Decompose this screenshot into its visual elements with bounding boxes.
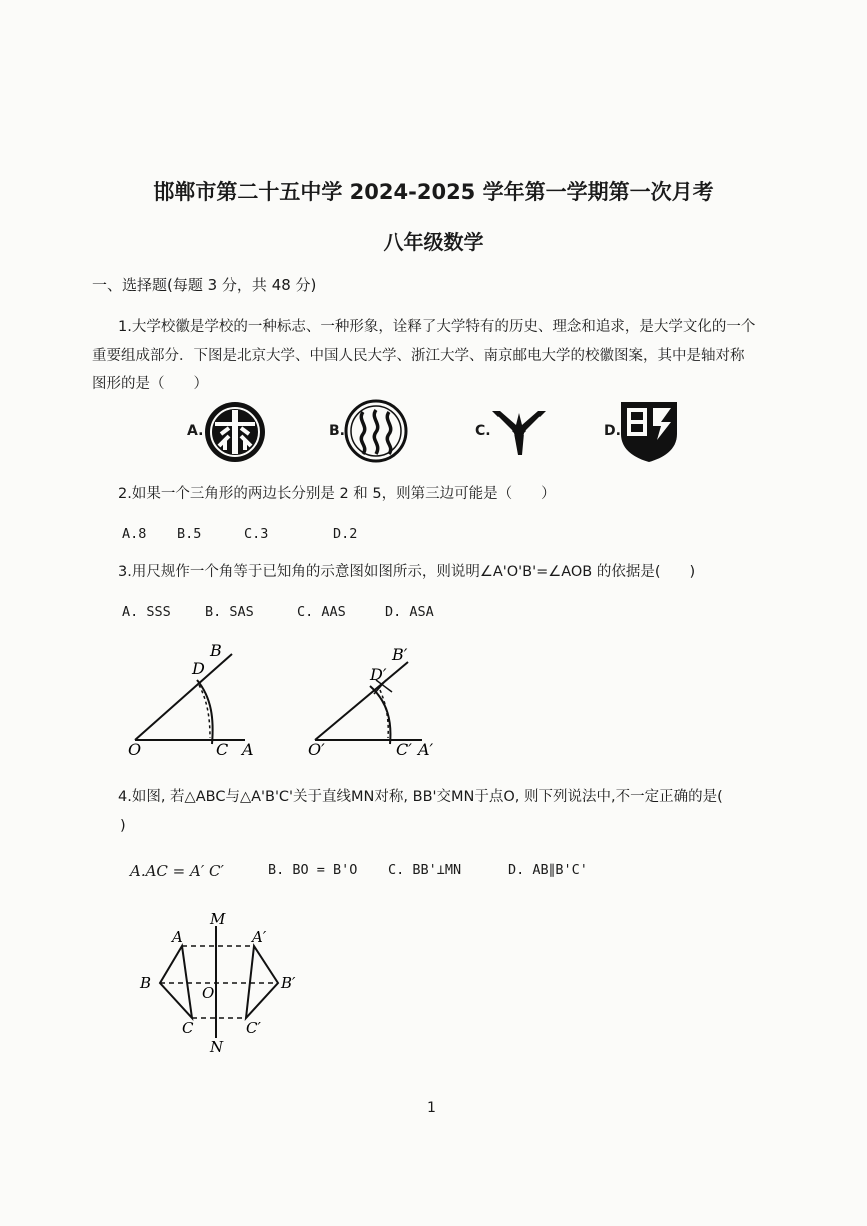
peking-university-emblem-icon <box>203 400 267 464</box>
label-c-prime: C′ <box>396 740 412 759</box>
renmin-university-emblem-icon <box>343 398 409 464</box>
segment-c2d2-dashed <box>380 690 388 738</box>
label-o: O <box>128 740 142 759</box>
label-a-prime: A′ <box>252 928 267 946</box>
q1-text-line3: 图形的是（ ） <box>92 376 208 392</box>
label-b: B <box>140 974 152 992</box>
label-o: O <box>202 984 215 1002</box>
label-b-prime: B′ <box>392 645 408 664</box>
page-number: 1 <box>427 1100 436 1116</box>
q2-text: 2.如果一个三角形的两边长分别是 2 和 5，则第三边可能是（ ） <box>118 486 556 502</box>
label-m: M <box>210 910 226 928</box>
exam-subtitle: 八年级数学 <box>383 230 484 254</box>
q4-text-line1: 4.如图, 若△ABC与△A'B'C'关于直线MN对称, BB'交MN于点O, 则下列说法中,不一定正确的是( <box>118 789 723 805</box>
triangle-a-prime-b-prime-c-prime <box>246 946 278 1018</box>
q2-option-c: C.3 <box>244 526 269 542</box>
q3-option-b: B. SAS <box>205 604 254 620</box>
q1-option-c-label: C. <box>475 423 491 439</box>
q3-option-a: A. SSS <box>122 604 171 620</box>
label-d: D <box>192 659 205 678</box>
section-heading-multiple-choice: 一、选择题(每题 3 分，共 48 分) <box>92 276 317 294</box>
exam-title: 邯郸市第二十五中学 2024-2025 学年第一学期第一次月考 <box>153 180 714 204</box>
q4-option-b: B. BO = B'O <box>268 862 358 878</box>
label-n: N <box>210 1038 224 1056</box>
label-a: A <box>172 928 183 946</box>
q1-text-line2: 重要组成部分．下图是北京大学、中国人民大学、浙江大学、南京邮电大学的校徽图案，其中是轴对称 <box>92 348 745 364</box>
q1-text-line1: 1.大学校徽是学校的一种标志、一种形象，诠释了大学特有的历史、理念和追求，是大学文化的一个 <box>118 319 756 335</box>
q4-option-c: C. BB'⊥MN <box>388 862 462 878</box>
label-c: C <box>182 1019 194 1037</box>
label-b: B <box>210 641 222 660</box>
q3-figure-constructed-angle <box>300 640 450 760</box>
label-c: C <box>216 740 229 759</box>
q4-text-line2: ) <box>120 818 126 834</box>
arc-cd <box>197 680 213 744</box>
q3-figure-original-angle <box>120 640 270 760</box>
ray-ob <box>135 654 232 740</box>
q1-option-b-label: B. <box>329 423 345 439</box>
label-b-prime: B′ <box>281 974 296 992</box>
label-d-prime: D′ <box>370 665 387 684</box>
label-a: A <box>242 740 254 759</box>
ray-o2b2 <box>315 662 408 740</box>
q3-option-d: D. ASA <box>385 604 434 620</box>
label-a-prime: A′ <box>418 740 434 759</box>
label-o-prime: O′ <box>308 740 325 759</box>
q4-option-d: D. AB∥B'C' <box>508 862 588 878</box>
triangle-abc <box>160 946 192 1018</box>
zhejiang-university-emblem-icon <box>488 403 550 461</box>
q1-option-d-label: D. <box>604 423 621 439</box>
q4-option-a: A.AC = A′ C′ <box>130 862 224 880</box>
q3-option-c: C. AAS <box>297 604 346 620</box>
label-c-prime: C′ <box>246 1019 261 1037</box>
q3-text: 3.用尺规作一个角等于已知角的示意图如图所示，则说明∠A'O'B'=∠AOB 的依据是( ) <box>118 564 696 580</box>
q2-option-a: A.8 <box>122 526 147 542</box>
q2-option-b: B.5 <box>177 526 202 542</box>
q4-figure-symmetric-triangles <box>130 908 310 1058</box>
nanjing-posts-university-emblem-icon <box>617 398 681 464</box>
q2-option-d: D.2 <box>333 526 358 542</box>
q1-option-a-label: A. <box>187 423 204 439</box>
